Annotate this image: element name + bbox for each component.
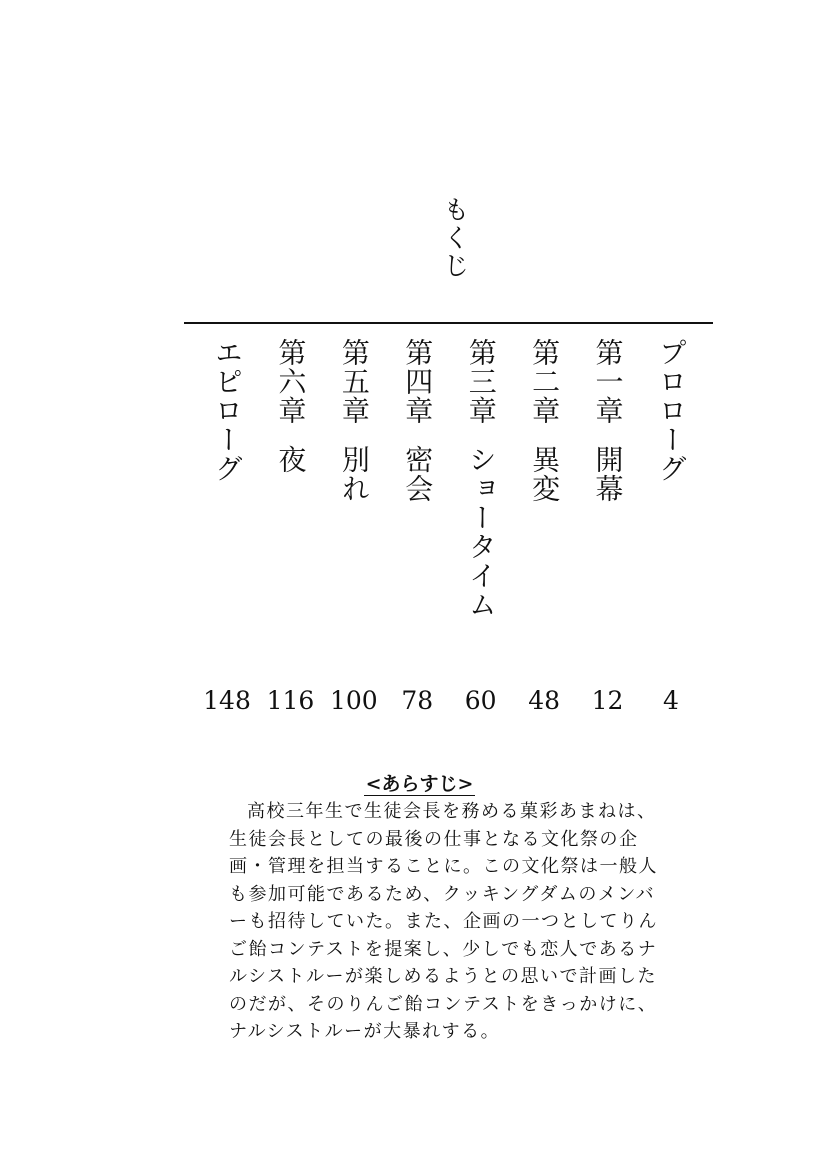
chapter-number: エピローグ [211,338,244,483]
synopsis-heading-wrapper [0,770,839,798]
page-number: 78 [401,686,434,715]
chapter-number: プロローグ [654,338,688,483]
title-divider [184,322,713,324]
chapter-title: 夜 [274,445,308,474]
chapter-entry [654,338,688,638]
chapter-entry [464,338,498,638]
chapter-title: 異変 [528,445,562,503]
page-number: 60 [464,686,497,715]
chapter-list [210,338,688,638]
page-number-list [203,684,688,718]
chapter-title: 密会 [401,445,435,503]
chapter-title: ショータイム [464,445,498,619]
chapter-number: 第六章 [274,338,308,425]
page-number: 116 [266,686,315,715]
chapter-title: 別れ [337,445,371,503]
chapter-entry [591,338,625,638]
chapter-number: 第五章 [337,338,371,425]
toc-title: もくじ [439,196,469,280]
chapter-number: 第二章 [528,338,562,425]
page-number: 12 [591,686,624,715]
chapter-entry [273,338,307,638]
chapter-number: 第四章 [401,338,435,425]
page-number: 100 [329,686,378,715]
page-number: 148 [203,686,251,715]
synopsis-heading: <あらすじ> [365,773,474,795]
chapter-entry [337,338,371,638]
chapter-entry [400,338,434,638]
chapter-number: 第一章 [591,338,625,425]
chapter-number: 第三章 [464,338,498,425]
synopsis-body: 高校三年生で生徒会長を務める菓彩あまねは、生徒会長としての最後の仕事となる文化祭の企画・管理を担当することに。この文化祭は一般人も参加可能であるため、クッキングダムのメンバーも招待していた。また、企画の一つとしてりんご飴コンテストを提案し、少しでも恋人であるナルシストルーが楽しめるようとの思いで計画したのだが、そのりんご飴コンテストをきっかけに、ナルシストルーが大暴れする。 [229,801,658,1042]
chapter-entry [210,338,244,638]
page-number: 4 [663,686,679,715]
chapter-title: 開幕 [591,445,625,503]
chapter-entry [527,338,561,638]
page-number: 48 [528,686,561,715]
